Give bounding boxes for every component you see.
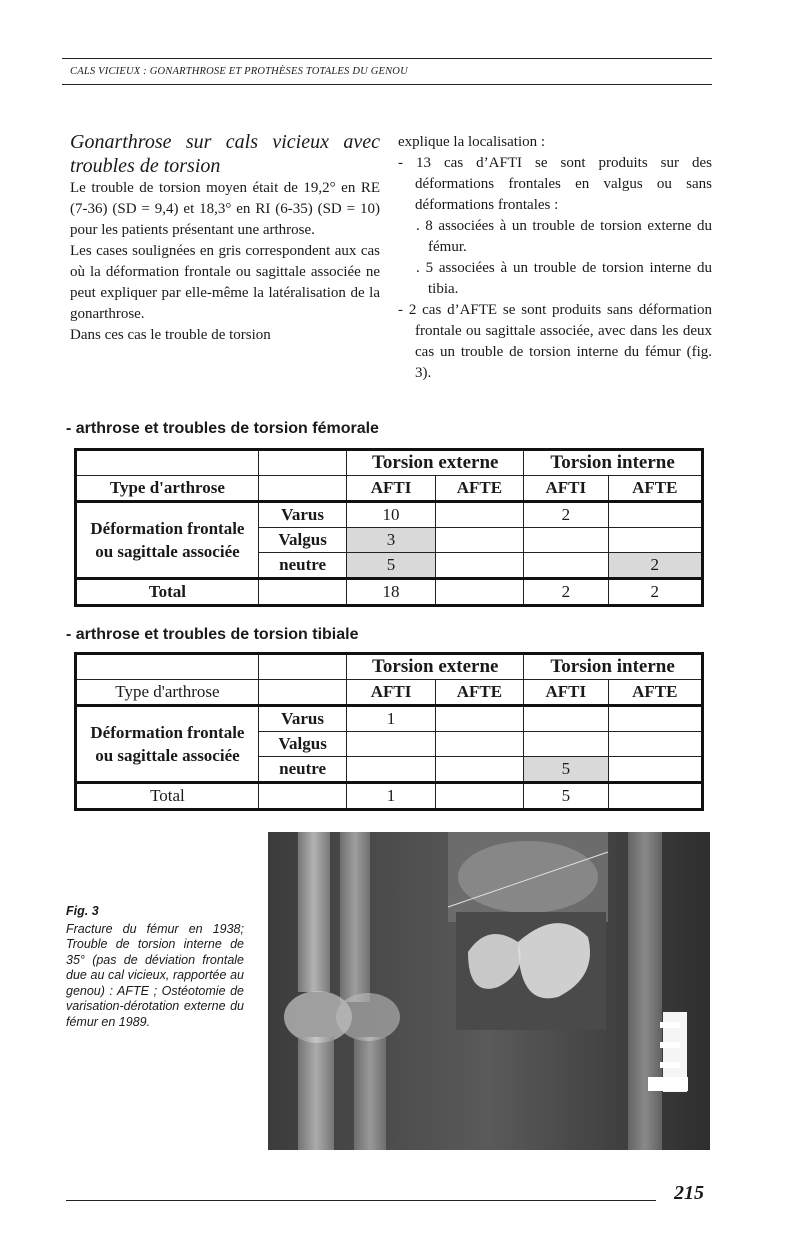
header-afti: AFTI <box>347 476 435 502</box>
table-cell <box>608 732 702 757</box>
header-afte: AFTE <box>608 476 702 502</box>
header-torsion-externe: Torsion externe <box>347 450 524 476</box>
row-label-deformation: Déformation frontale ou sagittale associée <box>76 502 259 579</box>
table-cell <box>435 579 523 606</box>
table-cell <box>524 528 608 553</box>
cell-value: 2 <box>524 579 608 606</box>
header-torsion-externe: Torsion externe <box>347 654 524 680</box>
table-cell <box>524 732 608 757</box>
row-varus: Varus <box>258 706 346 732</box>
row-label-deformation: Déformation frontale ou sagittale associée <box>76 706 259 783</box>
cell-value: 5 <box>524 783 608 810</box>
cell-value: 2 <box>524 502 608 528</box>
table-cell <box>524 706 608 732</box>
cell-value: 1 <box>347 783 435 810</box>
left-column <box>70 130 380 346</box>
table-cell <box>608 783 702 810</box>
table-cell <box>435 757 523 783</box>
header-afte: AFTE <box>608 680 702 706</box>
table-cell <box>524 553 608 579</box>
header-type-arthrose: Type d'arthrose <box>76 476 259 502</box>
cell-value: 2 <box>608 579 702 606</box>
cell-value-highlighted: 3 <box>347 528 435 553</box>
table-cell <box>347 732 435 757</box>
header-rule-top <box>62 58 712 59</box>
table-cell <box>347 757 435 783</box>
cell-value-highlighted: 2 <box>608 553 702 579</box>
xray-illustration <box>268 832 710 1150</box>
figure-caption <box>66 904 244 1030</box>
running-head: CALS VICIEUX : GONARTHROSE ET PROTHÈSES TOTALES DU GENOU <box>70 66 408 77</box>
header-torsion-interne: Torsion interne <box>524 654 703 680</box>
table-cell <box>435 528 523 553</box>
table-cell <box>608 706 702 732</box>
xray-image <box>268 832 710 1150</box>
table-cell <box>435 502 523 528</box>
table-cell <box>435 732 523 757</box>
paragraph: Les cases soulignées en gris correspondent aux cas où la déformation frontale ou sagittale associée ne peut expliquer par elle-même la latéralisation de la gonarthrose. <box>70 243 380 322</box>
cell-value-highlighted: 5 <box>347 553 435 579</box>
table-cell <box>608 528 702 553</box>
list-subitem: . 5 associées à un trouble de torsion interne du tibia. <box>416 260 712 297</box>
paragraph: explique la localisation : <box>398 134 546 150</box>
row-valgus: Valgus <box>258 528 346 553</box>
list-item: - 13 cas d’AFTI se sont produits sur des déformations frontales en valgus ou sans déformations frontales : <box>398 155 712 213</box>
right-column <box>398 132 712 384</box>
paragraph: Dans ces cas le trouble de torsion <box>70 327 271 343</box>
table-cell <box>258 579 346 606</box>
paragraph: Le trouble de torsion moyen était de 19,2° en RE (7-36) (SD = 9,4) et 18,3° en RI (6-35) (SD = 10) pour les patients présentant une arthrose. <box>70 180 380 238</box>
table-cell <box>435 706 523 732</box>
header-torsion-interne: Torsion interne <box>524 450 703 476</box>
header-type-arthrose: Type d'arthrose <box>76 680 259 706</box>
table-cell <box>258 783 346 810</box>
header-rule-bottom <box>62 84 712 85</box>
header-afte: AFTE <box>435 476 523 502</box>
row-varus: Varus <box>258 502 346 528</box>
table-cell <box>258 476 346 502</box>
header-afte: AFTE <box>435 680 523 706</box>
list-item: - 2 cas d’AFTE se sont produits sans déformation frontale ou sagittale associée, avec dans les deux cas un trouble de torsion interne du fémur (fig. 3). <box>398 302 712 381</box>
tibial-torsion-table <box>74 652 704 811</box>
cell-value: 1 <box>347 706 435 732</box>
cell-value-highlighted: 5 <box>524 757 608 783</box>
section-title: Gonarthrose sur cals vicieux avec troubles de torsion <box>70 131 380 177</box>
row-valgus: Valgus <box>258 732 346 757</box>
header-afti: AFTI <box>524 476 608 502</box>
header-afti: AFTI <box>524 680 608 706</box>
row-total: Total <box>76 783 259 810</box>
cell-value: 10 <box>347 502 435 528</box>
table-cell <box>435 783 523 810</box>
table-cell <box>76 654 259 680</box>
table-cell <box>435 553 523 579</box>
row-neutre: neutre <box>258 553 346 579</box>
table-cell <box>258 654 346 680</box>
table1-heading: - arthrose et troubles de torsion fémorale <box>66 420 379 437</box>
page-number: 215 <box>674 1182 704 1204</box>
header-afti: AFTI <box>347 680 435 706</box>
femoral-torsion-table <box>74 448 704 607</box>
table2-heading: - arthrose et troubles de torsion tibiale <box>66 626 359 643</box>
table-cell <box>608 502 702 528</box>
cell-value: 18 <box>347 579 435 606</box>
row-neutre: neutre <box>258 757 346 783</box>
table-cell <box>258 450 346 476</box>
table-cell <box>608 757 702 783</box>
list-subitem: . 8 associées à un trouble de torsion externe du fémur. <box>416 218 712 255</box>
table-cell <box>258 680 346 706</box>
footer-rule <box>66 1200 656 1201</box>
figure-caption-text: Fracture du fémur en 1938; Trouble de torsion interne de 35° (pas de déviation frontale due au cal vicieux, rapportée au genou) : AFTE ; Ostéotomie de varisation-dérotation externe du fémur en 1989. <box>66 921 244 1029</box>
row-total: Total <box>76 579 259 606</box>
table-cell <box>76 450 259 476</box>
figure-label: Fig. 3 <box>66 904 99 918</box>
